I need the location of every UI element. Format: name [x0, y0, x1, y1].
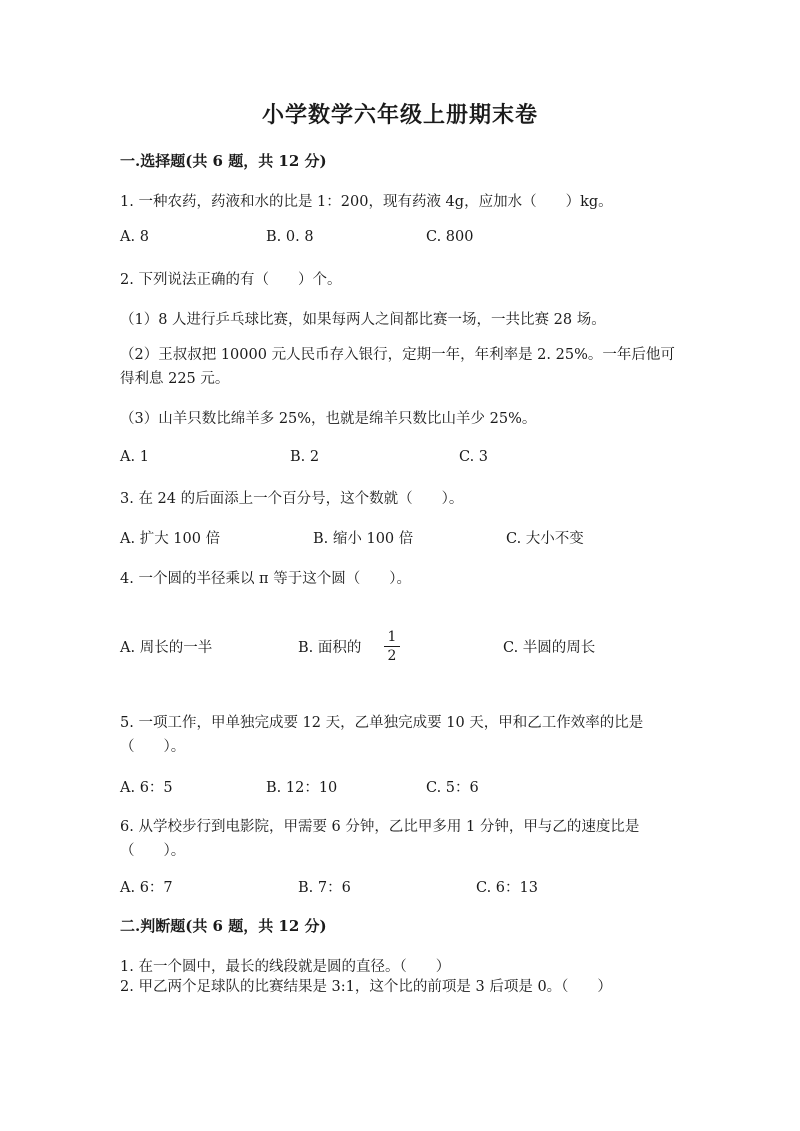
question-5-option-a: A. 6：5 — [120, 780, 173, 796]
fraction-numerator: 1 — [387, 629, 397, 645]
question-2-text: 2. 下列说法正确的有（ ）个。 — [120, 272, 342, 288]
question-4-fraction — [384, 629, 400, 664]
question-4-text: 4. 一个圆的半径乘以 π 等于这个圆（ ）。 — [120, 571, 411, 587]
question-6-option-c: C. 6：13 — [476, 880, 538, 896]
question-2-statement-2: （2）王叔叔把 10000 元人民币存入银行，定期一年，年利率是 2. 25%。一年后他可得利息 225 元。 — [120, 347, 675, 387]
fraction-bar — [384, 646, 400, 647]
question-1-option-a: A. 8 — [120, 229, 149, 245]
page-title: 小学数学六年级上册期末卷 — [261, 102, 538, 128]
question-3-option-a: A. 扩大 100 倍 — [120, 531, 221, 547]
question-5-text: 5. 一项工作，甲单独完成要 12 天，乙单独完成要 10 天，甲和乙工作效率的比是（ ）。 — [120, 715, 644, 755]
question-2-option-b: B. 2 — [290, 449, 320, 465]
question-6-option-a: A. 6：7 — [120, 880, 173, 896]
question-6-text: 6. 从学校步行到电影院，甲需要 6 分钟，乙比甲多用 1 分钟，甲与乙的速度比是（ ）。 — [120, 819, 640, 859]
question-2-statement-1: （1）8 人进行乒乓球比赛，如果每两人之间都比赛一场，一共比赛 28 场。 — [120, 312, 606, 328]
question-3-text: 3. 在 24 的后面添上一个百分号，这个数就（ ）。 — [120, 491, 464, 507]
judgment-item-2: 2. 甲乙两个足球队的比赛结果是 3:1，这个比的前项是 3 后项是 0。（ ） — [120, 979, 612, 995]
question-2-statement-3: （3）山羊只数比绵羊多 25%，也就是绵羊只数比山羊少 25%。 — [120, 411, 537, 427]
question-1-option-c: C. 800 — [426, 229, 474, 245]
fraction-denominator: 2 — [387, 648, 397, 664]
question-5-option-c: C. 5：6 — [426, 780, 479, 796]
question-1-option-b: B. 0. 8 — [266, 229, 314, 245]
question-3-option-b: B. 缩小 100 倍 — [313, 531, 414, 547]
question-4-option-c: C. 半圆的周长 — [503, 640, 596, 656]
question-2-option-c: C. 3 — [459, 449, 489, 465]
question-5-option-b: B. 12：10 — [266, 780, 338, 796]
question-4-option-b: B. 面积的 — [298, 640, 362, 656]
question-6-option-b: B. 7：6 — [298, 880, 351, 896]
judgment-item-1: 1. 在一个圆中，最长的线段就是圆的直径。（ ） — [120, 959, 451, 975]
question-3-option-c: C. 大小不变 — [506, 531, 584, 547]
section-heading-choice: 一.选择题(共 6 题，共 12 分) — [120, 152, 327, 170]
section-heading-judgment: 二.判断题(共 6 题，共 12 分) — [120, 917, 327, 935]
question-1-text: 1. 一种农药，药液和水的比是 1：200，现有药液 4g，应加水（ ）kg。 — [120, 194, 613, 210]
question-2-option-a: A. 1 — [120, 449, 149, 465]
question-4-option-a: A. 周长的一半 — [120, 640, 213, 656]
